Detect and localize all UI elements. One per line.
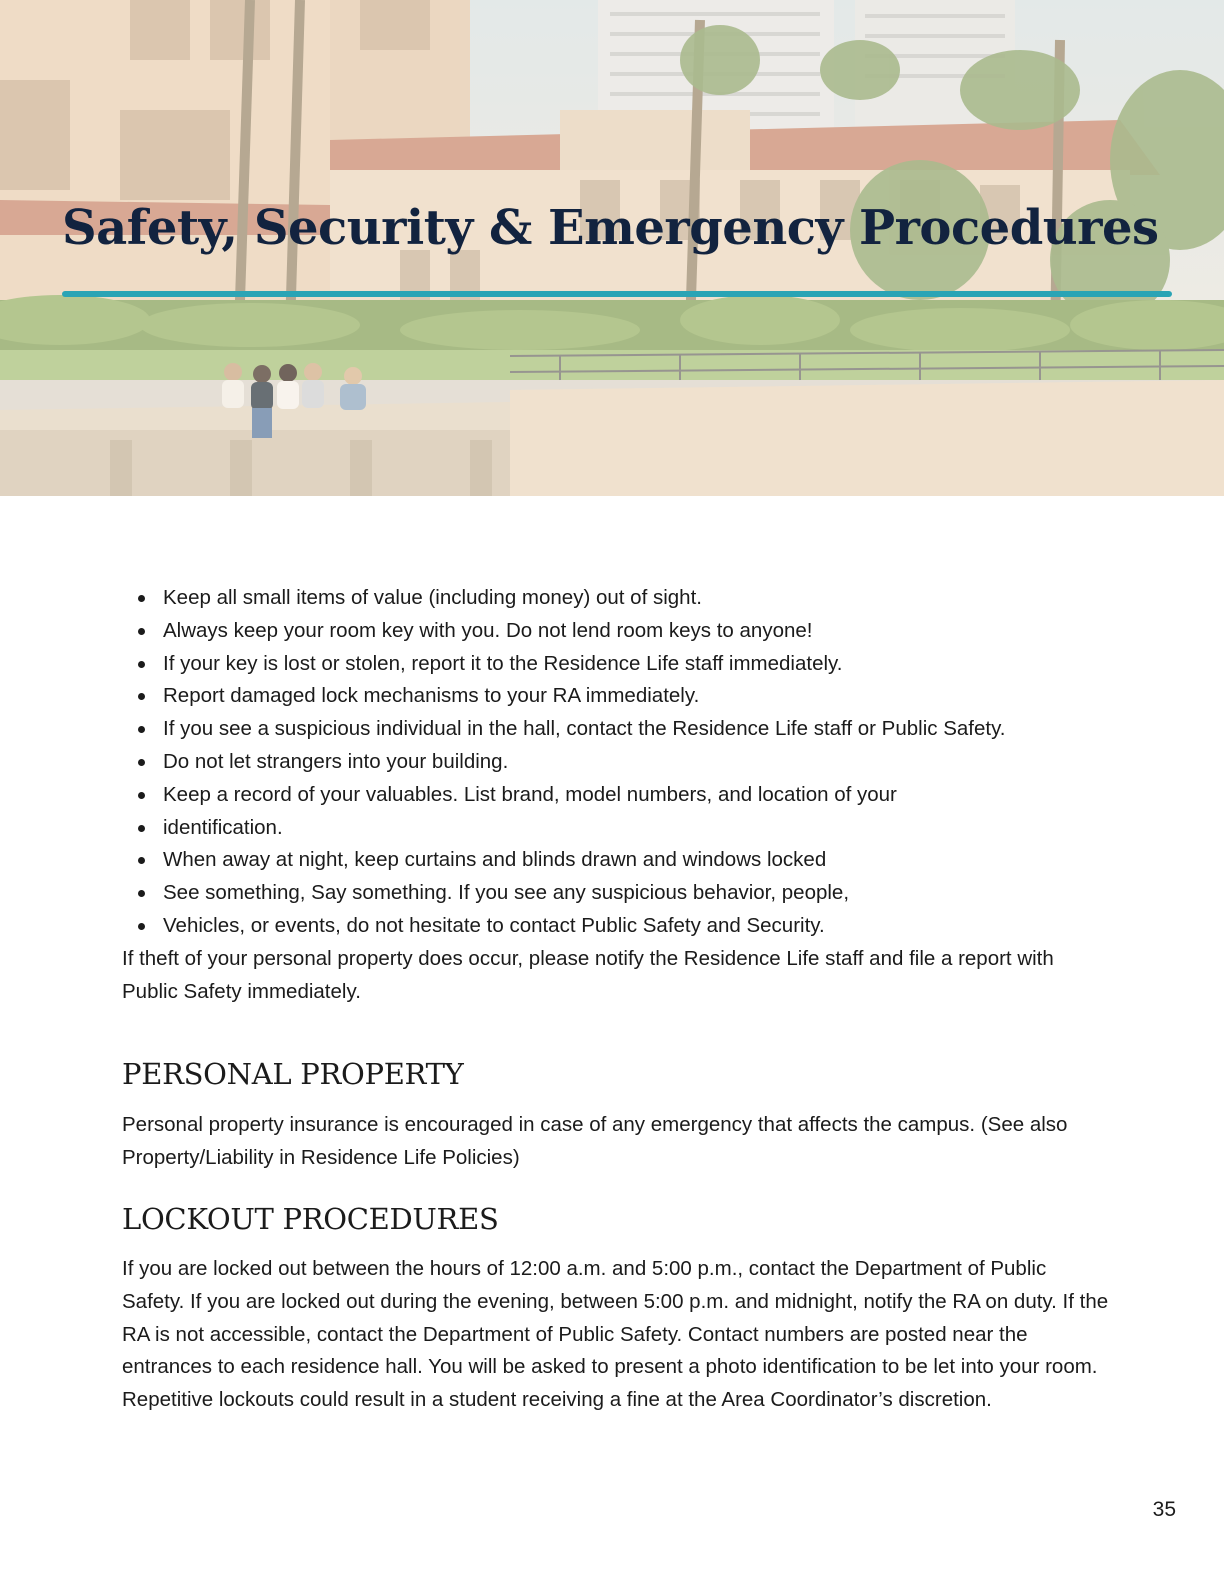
- list-item: Keep a record of your valuables. List brand, model numbers, and location of your: [122, 779, 1112, 812]
- lockout-procedures-heading: LOCKOUT PROCEDURES: [122, 1201, 499, 1236]
- personal-property-text: Personal property insurance is encouraged in case of any emergency that affects the campus. (See also Property/Liability in Residence Life Policies): [122, 1113, 1068, 1170]
- lockout-procedures-text: If you are locked out between the hours of 12:00 a.m. and 5:00 p.m., contact the Department of Public Safety. If you are locked out during the evening, between 5:00 p.m. and midnight, notify the RA on duty. If the RA is not accessible, contact the Department of Public Safety. Contact numbers are posted near the entrances to each residence hall. You will be asked to present a photo identification to be let into your room. Repetitive lockouts could result in a student receiving a fine at the Area Coordinator’s discretion.: [122, 1256, 1109, 1412]
- list-item: identification.: [122, 812, 1112, 845]
- list-item: Vehicles, or events, do not hesitate to contact Public Safety and Security.: [122, 910, 1112, 943]
- header-banner: [0, 0, 1224, 496]
- list-item: See something, Say something. If you see any suspicious behavior, people,: [122, 877, 1112, 910]
- page-title: Safety, Security & Emergency Procedures: [62, 200, 1159, 256]
- title-underline: [62, 291, 1172, 297]
- list-item: When away at night, keep curtains and blinds drawn and windows locked: [122, 844, 1112, 877]
- list-item: Report damaged lock mechanisms to your RA immediately.: [122, 680, 1112, 713]
- page-number: 35: [1152, 1498, 1176, 1521]
- main-content: [122, 582, 1112, 1417]
- list-item: Always keep your room key with you. Do not lend room keys to anyone!: [122, 615, 1112, 648]
- list-item: If your key is lost or stolen, report it to the Residence Life staff immediately.: [122, 648, 1112, 681]
- list-item: If you see a suspicious individual in the hall, contact the Residence Life staff or Public Safety.: [122, 713, 1112, 746]
- theft-note: If theft of your personal property does occur, please notify the Residence Life staff and file a report with Public Safety immediately.: [122, 946, 1054, 1003]
- personal-property-heading: PERSONAL PROPERTY: [122, 1057, 464, 1092]
- list-item: Do not let strangers into your building.: [122, 746, 1112, 779]
- safety-tips-list: [122, 582, 1112, 943]
- list-item: Keep all small items of value (including money) out of sight.: [122, 582, 1112, 615]
